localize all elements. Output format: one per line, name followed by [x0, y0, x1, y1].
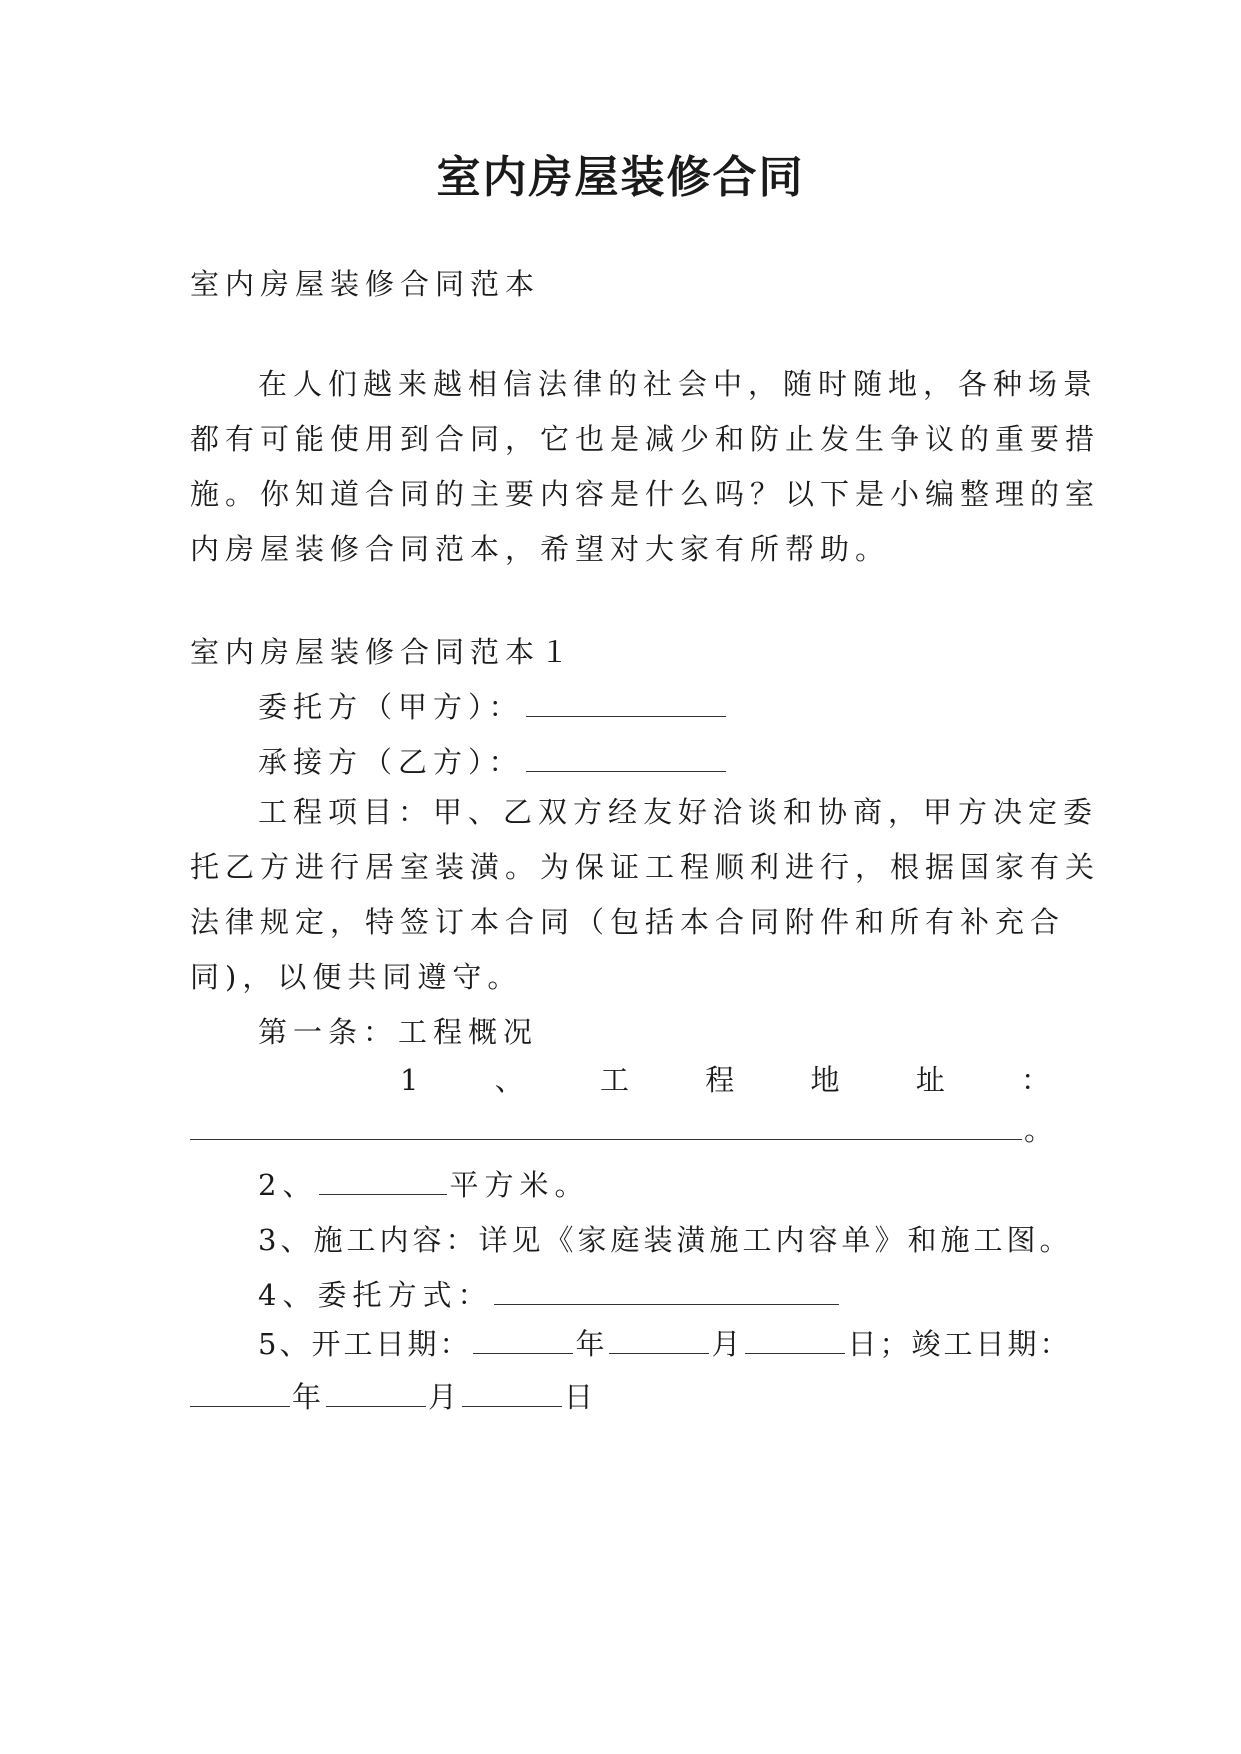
intro-line-3: 施。你知道合同的主要内容是什么吗？以下是小编整理的室: [190, 477, 1101, 511]
project-line-4: 同)，以便共同遵守。: [190, 960, 523, 994]
address-char: 程: [705, 1063, 735, 1097]
start-day-label: 日；: [847, 1327, 912, 1361]
address-char: 1: [400, 1063, 419, 1097]
address-end: 。: [1024, 1113, 1060, 1147]
article-1-title: 第一条：工程概况: [258, 1015, 539, 1049]
party-b-line: [258, 740, 1060, 784]
address-label-row: [400, 1058, 1050, 1102]
area-blank[interactable]: [319, 1170, 447, 1195]
intro-line-1: 在人们越来越相信法律的社会中，随时随地，各种场景: [258, 367, 1099, 401]
entrust-method-blank[interactable]: [494, 1280, 839, 1305]
item-2-line: [258, 1163, 1060, 1207]
address-char: 地: [810, 1063, 840, 1097]
address-char: 工: [599, 1063, 629, 1097]
item-4-label: 4、委托方式：: [258, 1278, 493, 1312]
item-5-continued-line: [190, 1375, 1060, 1419]
address-char: 、: [494, 1063, 524, 1097]
section-title: 室内房屋装修合同范本１: [190, 635, 576, 669]
start-year-label: 年: [575, 1327, 608, 1361]
end-day-blank[interactable]: [462, 1382, 562, 1407]
party-b-blank[interactable]: [526, 747, 726, 772]
address-blank[interactable]: [190, 1115, 1022, 1140]
party-a-label: 委托方（甲方）：: [258, 690, 524, 724]
party-b-label: 承接方（乙方）：: [258, 745, 524, 779]
end-date-label: 竣工日期：: [911, 1327, 1072, 1361]
project-line-2: 托乙方进行居室装潢。为保证工程顺利进行，根据国家有关: [190, 850, 1101, 884]
end-month-label: 月: [428, 1380, 461, 1414]
party-a-blank[interactable]: [526, 692, 726, 717]
start-month-label: 月: [711, 1327, 744, 1361]
project-line-3: 法律规定，特签订本合同（包括本合同附件和所有补充合: [190, 905, 1066, 939]
end-month-blank[interactable]: [326, 1382, 426, 1407]
address-blank-line: [190, 1108, 1060, 1152]
address-char: 址: [915, 1063, 945, 1097]
end-year-label: 年: [292, 1380, 325, 1414]
item-5-prefix: 5、开工日期：: [258, 1327, 472, 1361]
item-2-suffix: 平方米。: [449, 1168, 590, 1202]
end-day-label: 日: [564, 1380, 597, 1414]
document-subtitle: 室内房屋装修合同范本: [190, 267, 541, 301]
end-year-blank[interactable]: [190, 1382, 290, 1407]
address-char: ：: [1020, 1063, 1050, 1097]
item-2-prefix: 2、: [258, 1168, 318, 1202]
item-5-line: [258, 1322, 1072, 1366]
intro-line-4: 内房屋装修合同范本，希望对大家有所帮助。: [190, 532, 891, 566]
party-a-line: [258, 685, 1060, 729]
start-month-blank[interactable]: [609, 1329, 709, 1354]
start-day-blank[interactable]: [745, 1329, 845, 1354]
project-line-1: 工程项目：甲、乙双方经友好洽谈和协商，甲方决定委: [258, 795, 1099, 829]
item-3-line: 3、施工内容：详见《家庭装潢施工内容单》和施工图。: [258, 1223, 1073, 1257]
intro-line-2: 都有可能使用到合同，它也是减少和防止发生争议的重要措: [190, 422, 1101, 456]
item-4-line: [258, 1273, 1060, 1317]
start-year-blank[interactable]: [473, 1329, 573, 1354]
document-title: 室内房屋装修合同: [436, 152, 805, 203]
